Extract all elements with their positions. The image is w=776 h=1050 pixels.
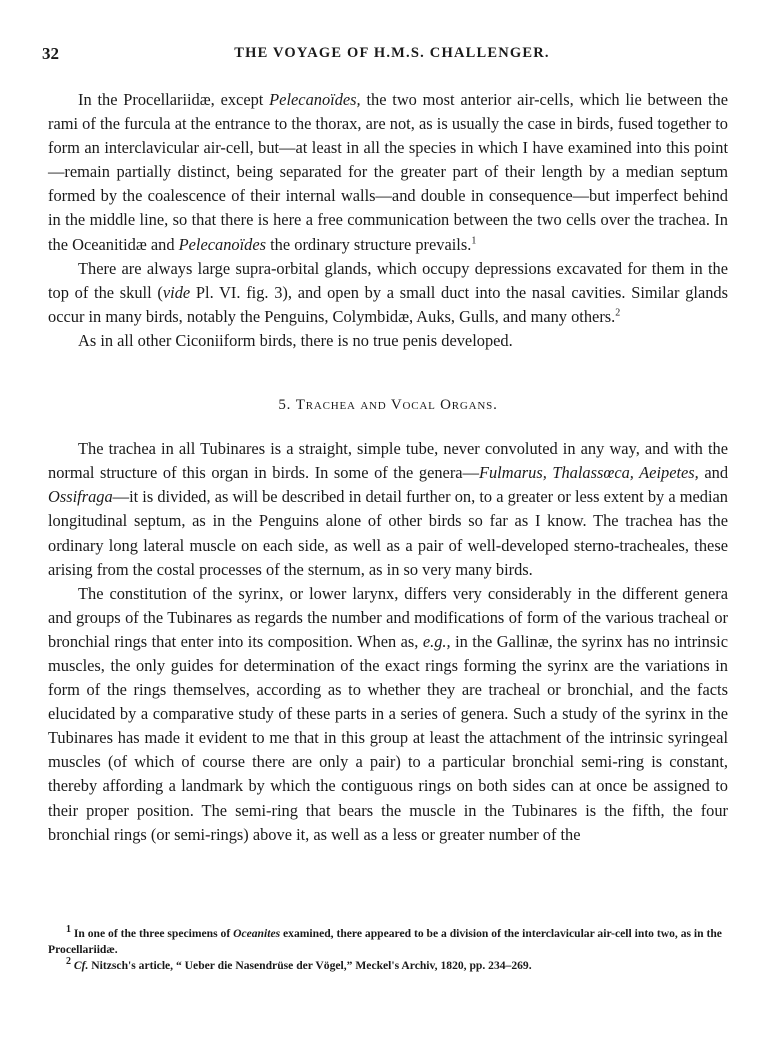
text-run: in the Gallinæ, the syrinx has no intrinsic muscles, the only guides for determination of the exact rings forming the syrinx are the variations in form of the rings themselves, according as to whether they are tracheal or bronchial, and the facts elucidated by a comparative study of these parts in a series of genera. Such a study of the syrinx in the Tubinares has made it evident to me that in this group at least the attachment of the intrinsic syringeal muscles (of which of course there are only a pair) to a particular bronchial semi-ring is constant, thereby affording a landmark by which the contiguous rings on both sides can at once be assigned to their proper position. The semi-ring that bears the muscle in the Tubinares is the fifth, the four bronchial rings (or semi-rings) above it, as well as a less or greater number of the <box>48 631 728 844</box>
text-run: —it is divided, as will be described in detail further on, to a greater or less extent by a median longitudinal septum, as in the Penguins alone of other birds so far as I know. The trachea has the ordinary long lateral muscle on each side, as well as a pair of well-developed sterno-tracheales, these arising from the costal processes of the sternum, as in so very many birds. <box>48 487 728 579</box>
italic-genus-name: Pelecanoïdes, <box>269 90 361 109</box>
text-run: Nitzsch's article, “ Ueber die Nasendrüse der Vögel,” Meckel's Archiv, 1820, pp. 234–269. <box>88 959 532 972</box>
text-run: There are always large supra-orbital glands, which occupy depressions excavated for them in the top of the skull ( <box>48 258 728 302</box>
text-run: and <box>698 463 729 483</box>
paragraph-air-cells <box>48 88 728 257</box>
text-run: the ordinary structure prevails. <box>266 234 472 254</box>
text-run: In one of the three specimens of <box>71 927 234 940</box>
footnotes <box>48 926 738 974</box>
text-run: Pl. VI. fig. 3), and open by a small duct into the nasal cavities. Similar glands occur in many birds, notably the Penguins, Colymbidæ, Auks, Gulls, and many others. <box>48 282 728 326</box>
footnote-mark: 1 <box>66 924 71 936</box>
paragraph-glands <box>48 257 728 329</box>
paragraph-trachea <box>48 437 728 582</box>
italic-term: vide <box>162 282 191 302</box>
italic-genus-name: Pelecanoïdes <box>178 234 267 254</box>
footnote-mark: 2 <box>66 956 71 968</box>
text-run: the two most anterior air-cells, which lie between the rami of the furcula at the entrance to the thorax, are not, as is usually the case in birds, fused together to form an interclavicular air-cell, but—at least in all the species in which I have examined into this point—remain partially distinct, being separated for the greater part of their length by a median septum formed by the coalescence of their internal walls—and double in consequence—but imperfect behind in the middle line, so that there is here a free communication between the two cells over the trachea. In the Oceanitidæ and <box>48 90 728 254</box>
running-title: THE VOYAGE OF H.M.S. CHALLENGER. <box>234 45 550 61</box>
text-run: The trachea in all Tubinares is a straight, simple tube, never convoluted in any way, and with the normal structure of this organ in birds. In some of the genera— <box>48 439 728 483</box>
page-number: 32 <box>42 44 59 63</box>
italic-genus-name: Oceanites <box>233 927 281 940</box>
footnote-ref-1[interactable]: 1 <box>471 235 477 247</box>
section-title: Trachea and Vocal Organs. <box>295 397 498 414</box>
text-run: In the Procellariidæ, except <box>78 90 270 109</box>
italic-abbrev: Cf. <box>73 959 89 972</box>
section-number: 5. <box>278 397 292 414</box>
text-run: As in all other Ciconiiform birds, there is no true penis developed. <box>78 330 513 350</box>
footnote-ref-2[interactable]: 2 <box>615 307 621 319</box>
text-run: The constitution of the syrinx, or lower larynx, differs very considerably in the different genera and groups of the Tubinares as regards the number and modifications of form of the various tracheal or bronchial rings that enter into its composition. When as, <box>48 583 728 651</box>
paragraph-syrinx <box>48 582 728 847</box>
footnote-2 <box>48 958 738 974</box>
body-text <box>48 88 728 847</box>
paragraph-penis <box>48 329 728 353</box>
section-heading <box>48 393 728 417</box>
italic-genus-name: Ossifraga <box>48 487 113 507</box>
italic-genus-list: Fulmarus, Thalassœca, Aeipetes, <box>478 463 699 483</box>
text-run: examined, there appeared to be a division of the interclavicular air-cell into two, as in the Procellariidæ. <box>48 927 722 956</box>
footnote-1 <box>48 926 738 958</box>
page-header <box>42 44 742 68</box>
italic-abbrev: e.g., <box>422 631 451 651</box>
